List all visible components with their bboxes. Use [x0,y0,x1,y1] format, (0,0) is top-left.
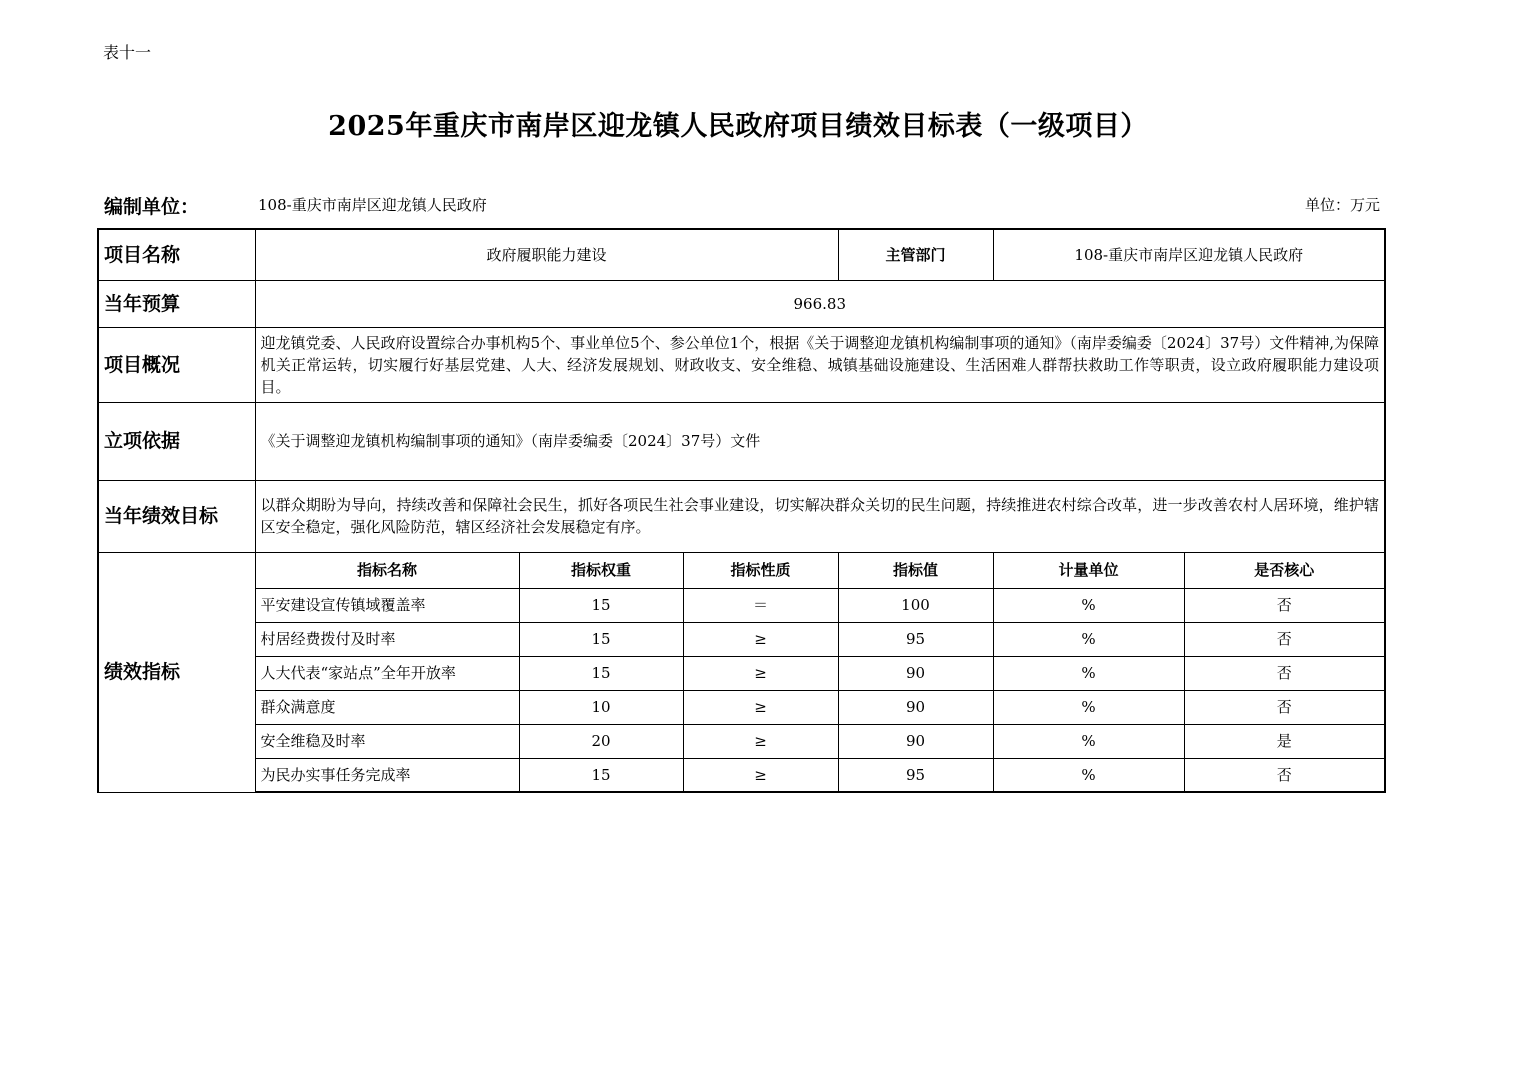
indicator-weight: 15 [519,758,683,792]
indicator-core: 否 [1184,758,1385,792]
indicator-value: 95 [838,758,993,792]
project-name-value: 政府履职能力建设 [255,229,838,280]
indicator-core: 否 [1184,690,1385,724]
indicator-name: 村居经费拨付及时率 [255,622,519,656]
performance-table [97,228,1386,793]
org-value: 108-重庆市南岸区迎龙镇人民政府 [258,196,487,214]
indicator-core: 否 [1184,656,1385,690]
col-header-name: 指标名称 [255,552,519,588]
indicator-nature: ≥ [683,724,838,758]
indicator-weight: 15 [519,588,683,622]
indicator-value: 95 [838,622,993,656]
basis-label: 立项依据 [98,402,255,480]
page-title: 2025年重庆市南岸区迎龙镇人民政府项目绩效目标表（一级项目） [328,111,1148,142]
col-header-core: 是否核心 [1184,552,1385,588]
col-header-unit: 计量单位 [993,552,1184,588]
basis-value: 《关于调整迎龙镇机构编制事项的通知》（南岸委编委〔2024〕37号）文件 [255,402,1385,480]
indicator-weight: 10 [519,690,683,724]
row-overview [98,327,1385,402]
row-project-name [98,229,1385,280]
indicator-unit: % [993,622,1184,656]
indicator-nature: ＝ [683,588,838,622]
table-row [98,724,1385,758]
indicator-weight: 15 [519,622,683,656]
indicator-weight: 20 [519,724,683,758]
indicator-value: 90 [838,724,993,758]
indicator-core: 否 [1184,588,1385,622]
budget-label: 当年预算 [98,280,255,327]
table-number: 表十一 [103,43,152,62]
indicator-value: 100 [838,588,993,622]
indicator-name: 安全维稳及时率 [255,724,519,758]
unit-note: 单位：万元 [1304,196,1380,214]
indicator-value: 90 [838,690,993,724]
col-header-weight: 指标权重 [519,552,683,588]
indicator-unit: % [993,690,1184,724]
indicator-nature: ≥ [683,656,838,690]
row-goal [98,480,1385,552]
indicator-weight: 15 [519,656,683,690]
indicator-unit: % [993,724,1184,758]
col-header-value: 指标值 [838,552,993,588]
table-row [98,690,1385,724]
table-row [98,758,1385,792]
indicator-unit: % [993,656,1184,690]
goal-label: 当年绩效目标 [98,480,255,552]
indicator-name: 人大代表“家站点”全年开放率 [255,656,519,690]
org-label: 编制单位： [104,196,200,218]
row-basis [98,402,1385,480]
dept-label: 主管部门 [838,229,993,280]
project-name-label: 项目名称 [98,229,255,280]
indicator-unit: % [993,758,1184,792]
indicator-name: 为民办实事任务完成率 [255,758,519,792]
table-row [98,588,1385,622]
row-budget [98,280,1385,327]
indicator-core: 是 [1184,724,1385,758]
indicator-name: 群众满意度 [255,690,519,724]
col-header-nature: 指标性质 [683,552,838,588]
budget-value: 966.83 [255,280,1385,327]
indicator-value: 90 [838,656,993,690]
table-row [98,622,1385,656]
dept-value: 108-重庆市南岸区迎龙镇人民政府 [993,229,1385,280]
indicator-core: 否 [1184,622,1385,656]
indicators-section-label: 绩效指标 [98,552,255,792]
overview-value: 迎龙镇党委、人民政府设置综合办事机构5个、事业单位5个、参公单位1个，根据《关于调整迎龙镇机构编制事项的通知》（南岸委编委〔2024〕37号）文件精神,为保障机关正常运转，切实履行好基层党建、人大、经济发展规划、财政收支、安全维稳、城镇基础设施建设、生活困难人群帮扶救助工作等职责，设立政府履职能力建设项目。 [255,327,1385,402]
goal-value: 以群众期盼为导向，持续改善和保障社会民生，抓好各项民生社会事业建设，切实解决群众关切的民生问题，持续推进农村综合改革，进一步改善农村人居环境，维护辖区安全稳定，强化风险防范，辖区经济社会发展稳定有序。 [255,480,1385,552]
indicator-nature: ≥ [683,622,838,656]
table-row [98,656,1385,690]
indicator-nature: ≥ [683,758,838,792]
indicator-unit: % [993,588,1184,622]
indicator-name: 平安建设宣传镇域覆盖率 [255,588,519,622]
indicator-nature: ≥ [683,690,838,724]
indicator-header-row [98,552,1385,588]
overview-label: 项目概况 [98,327,255,402]
